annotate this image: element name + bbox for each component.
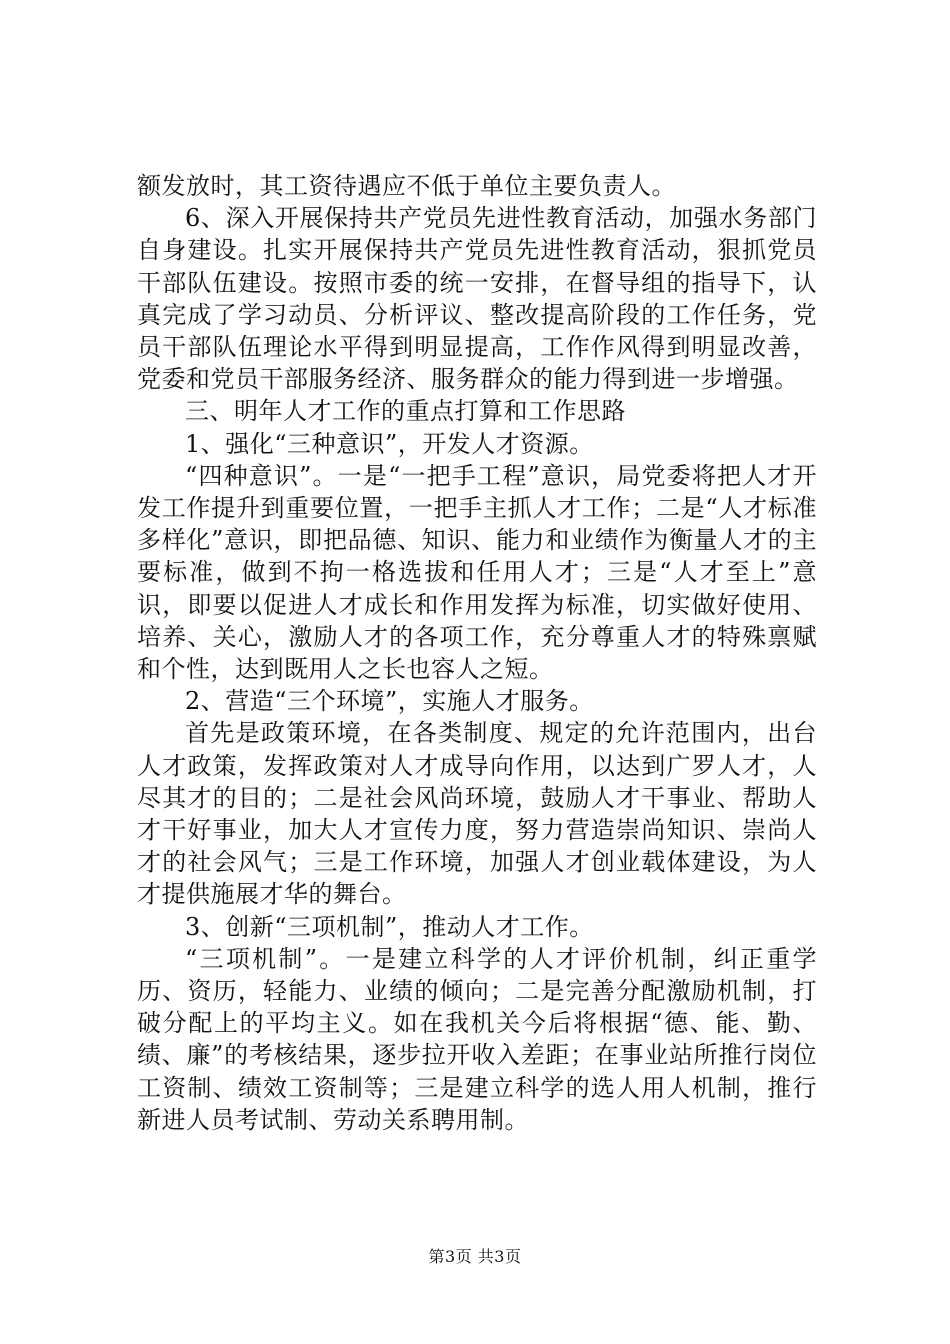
section-heading-3: 三、明年人才工作的重点打算和工作思路 xyxy=(185,397,626,426)
page-number-footer: 第3页 共3页 xyxy=(428,1247,522,1266)
subheading-1: 1、强化“三种意识”，开发人才资源。 xyxy=(185,429,594,458)
paragraph-three-mechanisms: “三项机制”。一是建立科学的人才评价机制，纠正重学历、资历，轻能力、业绩的倾向；二是完善分配激励机制，打破分配上的平均主义。如在我机关今后将根据“德、能、勤、绩、廉”的考核结果，逐步拉开收入差距；在事业站所推行岗位工资制、绩效工资制等；三是建立科学的选人用人机制，推行新进人员考试制、劳动关系聘用制。 xyxy=(137,944,817,1134)
paragraph-three-environments: 首先是政策环境，在各类制度、规定的允许范围内，出台人才政策，发挥政策对人才成导向作用，以达到广罗人才，人尽其才的目的；二是社会风尚环境，鼓励人才干事业、帮助人才干好事业，加大人才宣传力度，努力营造崇尚知识、崇尚人才的社会风气；三是工作环境，加强人才创业载体建设，为人才提供施展才华的舞台。 xyxy=(137,719,817,909)
paragraph-2: 6、深入开展保持共产党员先进性教育活动，加强水务部门自身建设。扎实开展保持共产党员先进性教育活动，狠抓党员干部队伍建设。按照市委的统一安排，在督导组的指导下，认真完成了学习动员、分析评议、整改提高阶段的工作任务，党员干部队伍理论水平得到明显提高，工作作风得到明显改善，党委和党员干部服务经济、服务群众的能力得到进一步增强。 xyxy=(137,204,817,394)
paragraph-four-awareness: “四种意识”。一是“一把手工程”意识，局党委将把人才开发工作提升到重要位置，一把手主抓人才工作；二是“人才标准多样化”意识，即把品德、知识、能力和业绩作为衡量人才的主要标准，做到不拘一格选拔和任用人才；三是“人才至上”意识，即要以促进人才成长和作用发挥为标准，切实做好使用、培养、关心，激励人才的各项工作，充分尊重人才的特殊禀赋和个性，达到既用人之长也容人之短。 xyxy=(137,461,817,684)
subheading-2: 2、营造“三个环境”，实施人才服务。 xyxy=(185,687,594,716)
document-body xyxy=(137,170,817,1136)
subheading-3: 3、创新“三项机制”，推动人才工作。 xyxy=(185,912,594,941)
paragraph-1: 额发放时，其工资待遇应不低于单位主要负责人。 xyxy=(137,172,676,200)
